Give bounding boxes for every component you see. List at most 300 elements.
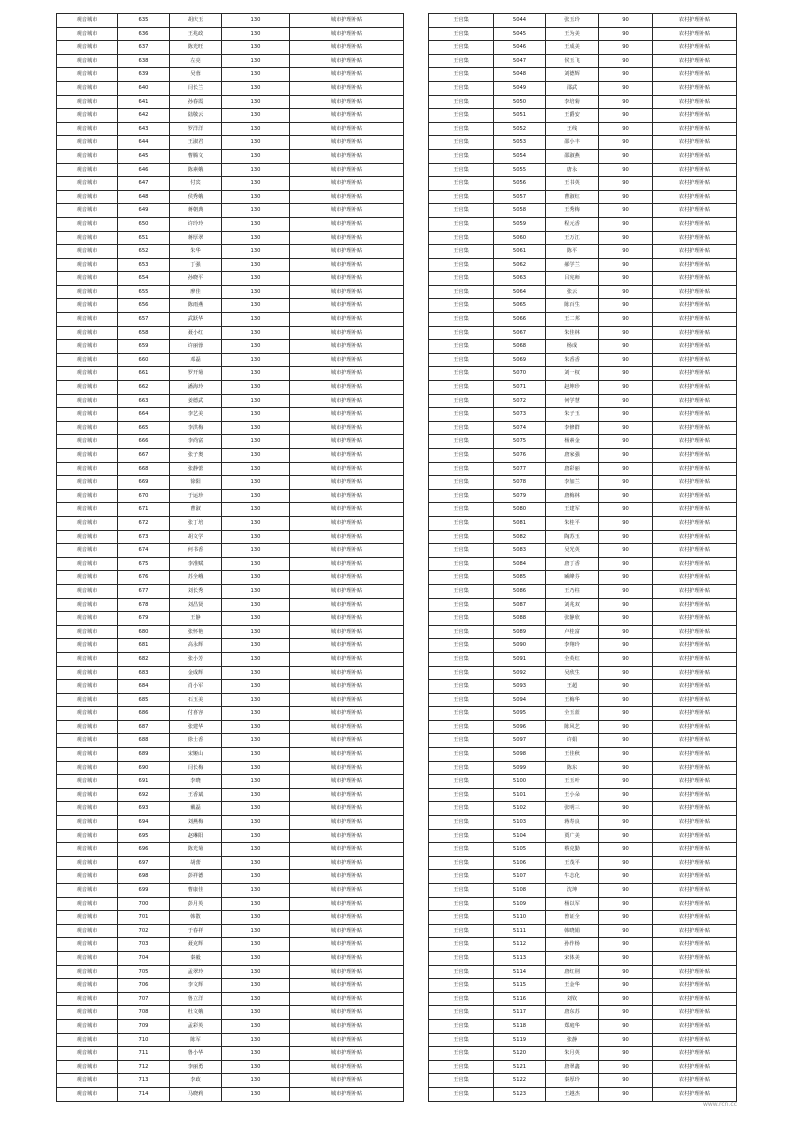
- town-cell: 观音城市: [57, 992, 118, 1006]
- serial-number-cell: 639: [118, 68, 170, 82]
- table-row: [57, 652, 404, 666]
- table-row: [57, 68, 404, 82]
- town-cell: 观音城市: [57, 245, 118, 259]
- serial-number-cell: 665: [118, 421, 170, 435]
- town-cell: 王官集: [429, 1019, 494, 1033]
- table-row: [57, 557, 404, 571]
- subsidy-type-cell: 农村护理补贴: [653, 761, 737, 775]
- subsidy-type-cell: 城市护理补贴: [290, 1006, 404, 1020]
- town-cell: 观音城市: [57, 870, 118, 884]
- serial-number-cell: 708: [118, 1006, 170, 1020]
- subsidy-type-cell: 农村护理补贴: [653, 394, 737, 408]
- town-cell: 王官集: [429, 68, 494, 82]
- town-cell: 王官集: [429, 109, 494, 123]
- amount-cell: 130: [222, 489, 290, 503]
- serial-number-cell: 663: [118, 394, 170, 408]
- table-row: [57, 367, 404, 381]
- subsidy-type-cell: 城市护理补贴: [290, 81, 404, 95]
- amount-cell: 130: [222, 136, 290, 150]
- subsidy-type-cell: 城市护理补贴: [290, 707, 404, 721]
- table-row: [57, 748, 404, 762]
- serial-number-cell: 635: [118, 14, 170, 28]
- amount-cell: 90: [599, 911, 653, 925]
- amount-cell: 130: [222, 924, 290, 938]
- table-row: [429, 326, 737, 340]
- town-cell: 观音城市: [57, 489, 118, 503]
- amount-cell: 90: [599, 707, 653, 721]
- name-cell: 郝学兰: [546, 258, 599, 272]
- name-cell: 胡文学: [170, 530, 222, 544]
- serial-number-cell: 667: [118, 449, 170, 463]
- subsidy-type-cell: 农村护理补贴: [653, 652, 737, 666]
- serial-number-cell: 666: [118, 435, 170, 449]
- amount-cell: 130: [222, 231, 290, 245]
- town-cell: 观音城市: [57, 122, 118, 136]
- serial-number-cell: 656: [118, 299, 170, 313]
- town-cell: 观音城市: [57, 1060, 118, 1074]
- town-cell: 王官集: [429, 557, 494, 571]
- town-cell: 观音城市: [57, 367, 118, 381]
- amount-cell: 130: [222, 1087, 290, 1101]
- town-cell: 王官集: [429, 843, 494, 857]
- amount-cell: 90: [599, 136, 653, 150]
- amount-cell: 130: [222, 680, 290, 694]
- subsidy-type-cell: 城市护理补贴: [290, 163, 404, 177]
- table-row: [57, 136, 404, 150]
- amount-cell: 90: [599, 748, 653, 762]
- town-cell: 观音城市: [57, 584, 118, 598]
- amount-cell: 90: [599, 598, 653, 612]
- name-cell: 臧峰芬: [546, 571, 599, 585]
- name-cell: 付喜容: [170, 707, 222, 721]
- name-cell: 朱佳林: [546, 326, 599, 340]
- serial-number-cell: 5066: [494, 313, 546, 327]
- town-cell: 王官集: [429, 272, 494, 286]
- serial-number-cell: 696: [118, 843, 170, 857]
- town-cell: 观音城市: [57, 802, 118, 816]
- name-cell: 王玉叶: [546, 775, 599, 789]
- town-cell: 王官集: [429, 54, 494, 68]
- subsidy-type-cell: 城市护理补贴: [290, 979, 404, 993]
- amount-cell: 130: [222, 14, 290, 28]
- subsidy-type-cell: 农村护理补贴: [653, 1019, 737, 1033]
- subsidy-type-cell: 城市护理补贴: [290, 666, 404, 680]
- town-cell: 观音城市: [57, 598, 118, 612]
- name-cell: 朱子玉: [546, 408, 599, 422]
- table-row: [57, 258, 404, 272]
- name-cell: 王乃柱: [546, 584, 599, 598]
- table-row: [57, 598, 404, 612]
- amount-cell: 130: [222, 557, 290, 571]
- subsidy-type-cell: 农村护理补贴: [653, 788, 737, 802]
- town-cell: 观音城市: [57, 625, 118, 639]
- town-cell: 王官集: [429, 571, 494, 585]
- serial-number-cell: 5096: [494, 720, 546, 734]
- subsidy-type-cell: 农村护理补贴: [653, 748, 737, 762]
- town-cell: 王官集: [429, 462, 494, 476]
- amount-cell: 130: [222, 1006, 290, 1020]
- serial-number-cell: 5099: [494, 761, 546, 775]
- town-cell: 王官集: [429, 14, 494, 28]
- amount-cell: 130: [222, 992, 290, 1006]
- serial-number-cell: 677: [118, 584, 170, 598]
- table-row: [429, 190, 737, 204]
- town-cell: 王官集: [429, 41, 494, 55]
- town-cell: 观音城市: [57, 829, 118, 843]
- name-cell: 张云: [546, 285, 599, 299]
- subsidy-type-cell: 城市护理补贴: [290, 449, 404, 463]
- serial-number-cell: 668: [118, 462, 170, 476]
- amount-cell: 90: [599, 54, 653, 68]
- town-cell: 王官集: [429, 95, 494, 109]
- town-cell: 王官集: [429, 489, 494, 503]
- name-cell: 王小朵: [546, 788, 599, 802]
- table-row: [429, 1074, 737, 1088]
- table-row: [429, 421, 737, 435]
- amount-cell: 130: [222, 911, 290, 925]
- table-row: [57, 204, 404, 218]
- name-cell: 宋姬山: [170, 748, 222, 762]
- amount-cell: 130: [222, 163, 290, 177]
- table-row: [429, 843, 737, 857]
- serial-number-cell: 711: [118, 1047, 170, 1061]
- name-cell: 张子奥: [170, 449, 222, 463]
- subsidy-type-cell: 城市护理补贴: [290, 353, 404, 367]
- subsidy-type-cell: 城市护理补贴: [290, 258, 404, 272]
- name-cell: 马晓莉: [170, 1087, 222, 1101]
- town-cell: 王官集: [429, 1047, 494, 1061]
- serial-number-cell: 638: [118, 54, 170, 68]
- amount-cell: 130: [222, 979, 290, 993]
- serial-number-cell: 679: [118, 612, 170, 626]
- table-row: [57, 122, 404, 136]
- serial-number-cell: 5082: [494, 530, 546, 544]
- subsidy-type-cell: 农村护理补贴: [653, 340, 737, 354]
- subsidy-type-cell: 城市护理补贴: [290, 816, 404, 830]
- serial-number-cell: 5086: [494, 584, 546, 598]
- table-row: [57, 163, 404, 177]
- serial-number-cell: 688: [118, 734, 170, 748]
- name-cell: 武跃华: [170, 313, 222, 327]
- table-row: [429, 911, 737, 925]
- amount-cell: 130: [222, 109, 290, 123]
- subsidy-type-cell: 城市护理补贴: [290, 462, 404, 476]
- amount-cell: 130: [222, 639, 290, 653]
- subsidy-type-cell: 农村护理补贴: [653, 204, 737, 218]
- serial-number-cell: 680: [118, 625, 170, 639]
- town-cell: 观音城市: [57, 666, 118, 680]
- name-cell: 刘昌贤: [170, 598, 222, 612]
- table-row: [429, 1087, 737, 1101]
- table-row: [429, 979, 737, 993]
- amount-cell: 130: [222, 666, 290, 680]
- subsidy-type-cell: 城市护理补贴: [290, 734, 404, 748]
- amount-cell: 90: [599, 639, 653, 653]
- amount-cell: 90: [599, 313, 653, 327]
- serial-number-cell: 702: [118, 924, 170, 938]
- subsidy-type-cell: 农村护理补贴: [653, 1033, 737, 1047]
- town-cell: 王官集: [429, 204, 494, 218]
- amount-cell: 130: [222, 190, 290, 204]
- table-row: [429, 489, 737, 503]
- serial-number-cell: 5110: [494, 911, 546, 925]
- subsidy-type-cell: 农村护理补贴: [653, 951, 737, 965]
- amount-cell: 130: [222, 68, 290, 82]
- town-cell: 观音城市: [57, 693, 118, 707]
- name-cell: 唐红荆: [546, 965, 599, 979]
- table-row: [429, 122, 737, 136]
- subsidy-type-cell: 农村护理补贴: [653, 598, 737, 612]
- amount-cell: 90: [599, 285, 653, 299]
- table-row: [429, 68, 737, 82]
- amount-cell: 130: [222, 326, 290, 340]
- table-row: [57, 231, 404, 245]
- name-cell: 李培菊: [546, 95, 599, 109]
- table-row: [429, 81, 737, 95]
- name-cell: 张静蕾: [170, 462, 222, 476]
- amount-cell: 90: [599, 190, 653, 204]
- serial-number-cell: 5121: [494, 1060, 546, 1074]
- subsidy-type-cell: 农村护理补贴: [653, 720, 737, 734]
- table-row: [57, 571, 404, 585]
- name-cell: 刘一权: [546, 367, 599, 381]
- table-row: [429, 693, 737, 707]
- table-row: [57, 381, 404, 395]
- town-cell: 观音城市: [57, 544, 118, 558]
- town-cell: 观音城市: [57, 979, 118, 993]
- name-cell: 吴光英: [546, 544, 599, 558]
- subsidy-type-cell: 城市护理补贴: [290, 136, 404, 150]
- name-cell: 朱华: [170, 245, 222, 259]
- serial-number-cell: 5108: [494, 884, 546, 898]
- serial-number-cell: 703: [118, 938, 170, 952]
- name-cell: 蔡克勤: [546, 843, 599, 857]
- amount-cell: 90: [599, 802, 653, 816]
- town-cell: 王官集: [429, 149, 494, 163]
- table-row: [57, 340, 404, 354]
- name-cell: 刘燕梅: [170, 816, 222, 830]
- subsidy-type-cell: 城市护理补贴: [290, 476, 404, 490]
- amount-cell: 90: [599, 41, 653, 55]
- amount-cell: 130: [222, 625, 290, 639]
- serial-number-cell: 649: [118, 204, 170, 218]
- serial-number-cell: 5062: [494, 258, 546, 272]
- table-row: [429, 680, 737, 694]
- table-row: [429, 313, 737, 327]
- town-cell: 观音城市: [57, 843, 118, 857]
- town-cell: 观音城市: [57, 788, 118, 802]
- subsidy-type-cell: 农村护理补贴: [653, 911, 737, 925]
- name-cell: 付宾: [170, 177, 222, 191]
- table-row: [429, 231, 737, 245]
- serial-number-cell: 647: [118, 177, 170, 191]
- town-cell: 观音城市: [57, 394, 118, 408]
- amount-cell: 90: [599, 884, 653, 898]
- subsidy-type-cell: 农村护理补贴: [653, 231, 737, 245]
- amount-cell: 90: [599, 870, 653, 884]
- subsidy-type-cell: 城市护理补贴: [290, 680, 404, 694]
- name-cell: 聂小红: [170, 326, 222, 340]
- amount-cell: 90: [599, 530, 653, 544]
- table-row: [429, 476, 737, 490]
- name-cell: 王成美: [546, 41, 599, 55]
- subsidy-type-cell: 农村护理补贴: [653, 666, 737, 680]
- right-table-body: [429, 14, 737, 1102]
- town-cell: 观音城市: [57, 761, 118, 775]
- name-cell: 彭月英: [170, 897, 222, 911]
- town-cell: 王官集: [429, 965, 494, 979]
- town-cell: 王官集: [429, 394, 494, 408]
- amount-cell: 90: [599, 979, 653, 993]
- name-cell: 何书香: [170, 544, 222, 558]
- serial-number-cell: 5058: [494, 204, 546, 218]
- watermark-text: www.rcn.cc: [702, 1101, 737, 1108]
- amount-cell: 90: [599, 476, 653, 490]
- amount-cell: 130: [222, 122, 290, 136]
- subsidy-type-cell: 农村护理补贴: [653, 1060, 737, 1074]
- serial-number-cell: 5046: [494, 41, 546, 55]
- serial-number-cell: 5057: [494, 190, 546, 204]
- amount-cell: 90: [599, 299, 653, 313]
- amount-cell: 90: [599, 14, 653, 28]
- town-cell: 王官集: [429, 788, 494, 802]
- serial-number-cell: 662: [118, 381, 170, 395]
- amount-cell: 90: [599, 95, 653, 109]
- amount-cell: 90: [599, 245, 653, 259]
- serial-number-cell: 5113: [494, 951, 546, 965]
- amount-cell: 130: [222, 584, 290, 598]
- serial-number-cell: 652: [118, 245, 170, 259]
- name-cell: 邵淑燕: [546, 149, 599, 163]
- town-cell: 王官集: [429, 136, 494, 150]
- town-cell: 观音城市: [57, 340, 118, 354]
- amount-cell: 130: [222, 408, 290, 422]
- amount-cell: 90: [599, 557, 653, 571]
- town-cell: 观音城市: [57, 965, 118, 979]
- town-cell: 观音城市: [57, 190, 118, 204]
- subsidy-type-cell: 农村护理补贴: [653, 884, 737, 898]
- town-cell: 王官集: [429, 761, 494, 775]
- town-cell: 王官集: [429, 734, 494, 748]
- town-cell: 观音城市: [57, 720, 118, 734]
- name-cell: 王香斌: [170, 788, 222, 802]
- amount-cell: 90: [599, 1060, 653, 1074]
- name-cell: 于运珍: [170, 489, 222, 503]
- town-cell: 王官集: [429, 639, 494, 653]
- name-cell: 蒋寿良: [546, 816, 599, 830]
- town-cell: 王官集: [429, 231, 494, 245]
- serial-number-cell: 641: [118, 95, 170, 109]
- name-cell: 王线: [546, 122, 599, 136]
- amount-cell: 130: [222, 258, 290, 272]
- table-row: [429, 1033, 737, 1047]
- subsidy-type-cell: 城市护理补贴: [290, 557, 404, 571]
- table-row: [429, 924, 737, 938]
- name-cell: 刘长秀: [170, 584, 222, 598]
- name-cell: 杨以军: [546, 897, 599, 911]
- table-row: [57, 992, 404, 1006]
- town-cell: 观音城市: [57, 27, 118, 41]
- table-row: [57, 394, 404, 408]
- name-cell: 李翔玲: [546, 639, 599, 653]
- table-row: [57, 285, 404, 299]
- serial-number-cell: 5084: [494, 557, 546, 571]
- name-cell: 潘海玲: [170, 381, 222, 395]
- amount-cell: 130: [222, 870, 290, 884]
- amount-cell: 90: [599, 462, 653, 476]
- subsidy-type-cell: 农村护理补贴: [653, 489, 737, 503]
- name-cell: 罗洋洋: [170, 122, 222, 136]
- serial-number-cell: 5095: [494, 707, 546, 721]
- serial-number-cell: 699: [118, 884, 170, 898]
- table-row: [429, 557, 737, 571]
- serial-number-cell: 659: [118, 340, 170, 354]
- town-cell: 王官集: [429, 707, 494, 721]
- amount-cell: 90: [599, 408, 653, 422]
- serial-number-cell: 5116: [494, 992, 546, 1006]
- amount-cell: 90: [599, 381, 653, 395]
- town-cell: 王官集: [429, 897, 494, 911]
- amount-cell: 130: [222, 367, 290, 381]
- table-row: [429, 245, 737, 259]
- subsidy-type-cell: 城市护理补贴: [290, 1060, 404, 1074]
- serial-number-cell: 714: [118, 1087, 170, 1101]
- name-cell: 陆敬云: [170, 109, 222, 123]
- serial-number-cell: 5070: [494, 367, 546, 381]
- subsidy-type-cell: 城市护理补贴: [290, 109, 404, 123]
- town-cell: 王官集: [429, 381, 494, 395]
- subsidy-type-cell: 农村护理补贴: [653, 177, 737, 191]
- name-cell: 张明三: [546, 802, 599, 816]
- name-cell: 李艺美: [170, 408, 222, 422]
- table-row: [429, 1060, 737, 1074]
- town-cell: 观音城市: [57, 204, 118, 218]
- town-cell: 观音城市: [57, 149, 118, 163]
- subsidy-type-cell: 农村护理补贴: [653, 571, 737, 585]
- name-cell: 李准赋: [170, 557, 222, 571]
- subsidy-type-cell: 城市护理补贴: [290, 625, 404, 639]
- amount-cell: 130: [222, 1019, 290, 1033]
- serial-number-cell: 5093: [494, 680, 546, 694]
- name-cell: 王越杰: [546, 1087, 599, 1101]
- serial-number-cell: 5064: [494, 285, 546, 299]
- name-cell: 戴磊: [170, 802, 222, 816]
- town-cell: 王官集: [429, 217, 494, 231]
- name-cell: 孟彩英: [170, 1019, 222, 1033]
- amount-cell: 130: [222, 829, 290, 843]
- name-cell: 王兆政: [170, 27, 222, 41]
- name-cell: 鲁小华: [170, 1047, 222, 1061]
- name-cell: 王爵安: [546, 109, 599, 123]
- town-cell: 王官集: [429, 884, 494, 898]
- amount-cell: 90: [599, 680, 653, 694]
- town-cell: 王官集: [429, 245, 494, 259]
- amount-cell: 90: [599, 1047, 653, 1061]
- serial-number-cell: 673: [118, 530, 170, 544]
- town-cell: 王官集: [429, 951, 494, 965]
- subsidy-type-cell: 农村护理补贴: [653, 802, 737, 816]
- table-row: [429, 177, 737, 191]
- serial-number-cell: 707: [118, 992, 170, 1006]
- name-cell: 唐家强: [546, 449, 599, 463]
- amount-cell: 90: [599, 516, 653, 530]
- town-cell: 观音城市: [57, 68, 118, 82]
- serial-number-cell: 694: [118, 816, 170, 830]
- serial-number-cell: 653: [118, 258, 170, 272]
- serial-number-cell: 648: [118, 190, 170, 204]
- table-row: [57, 802, 404, 816]
- amount-cell: 90: [599, 1006, 653, 1020]
